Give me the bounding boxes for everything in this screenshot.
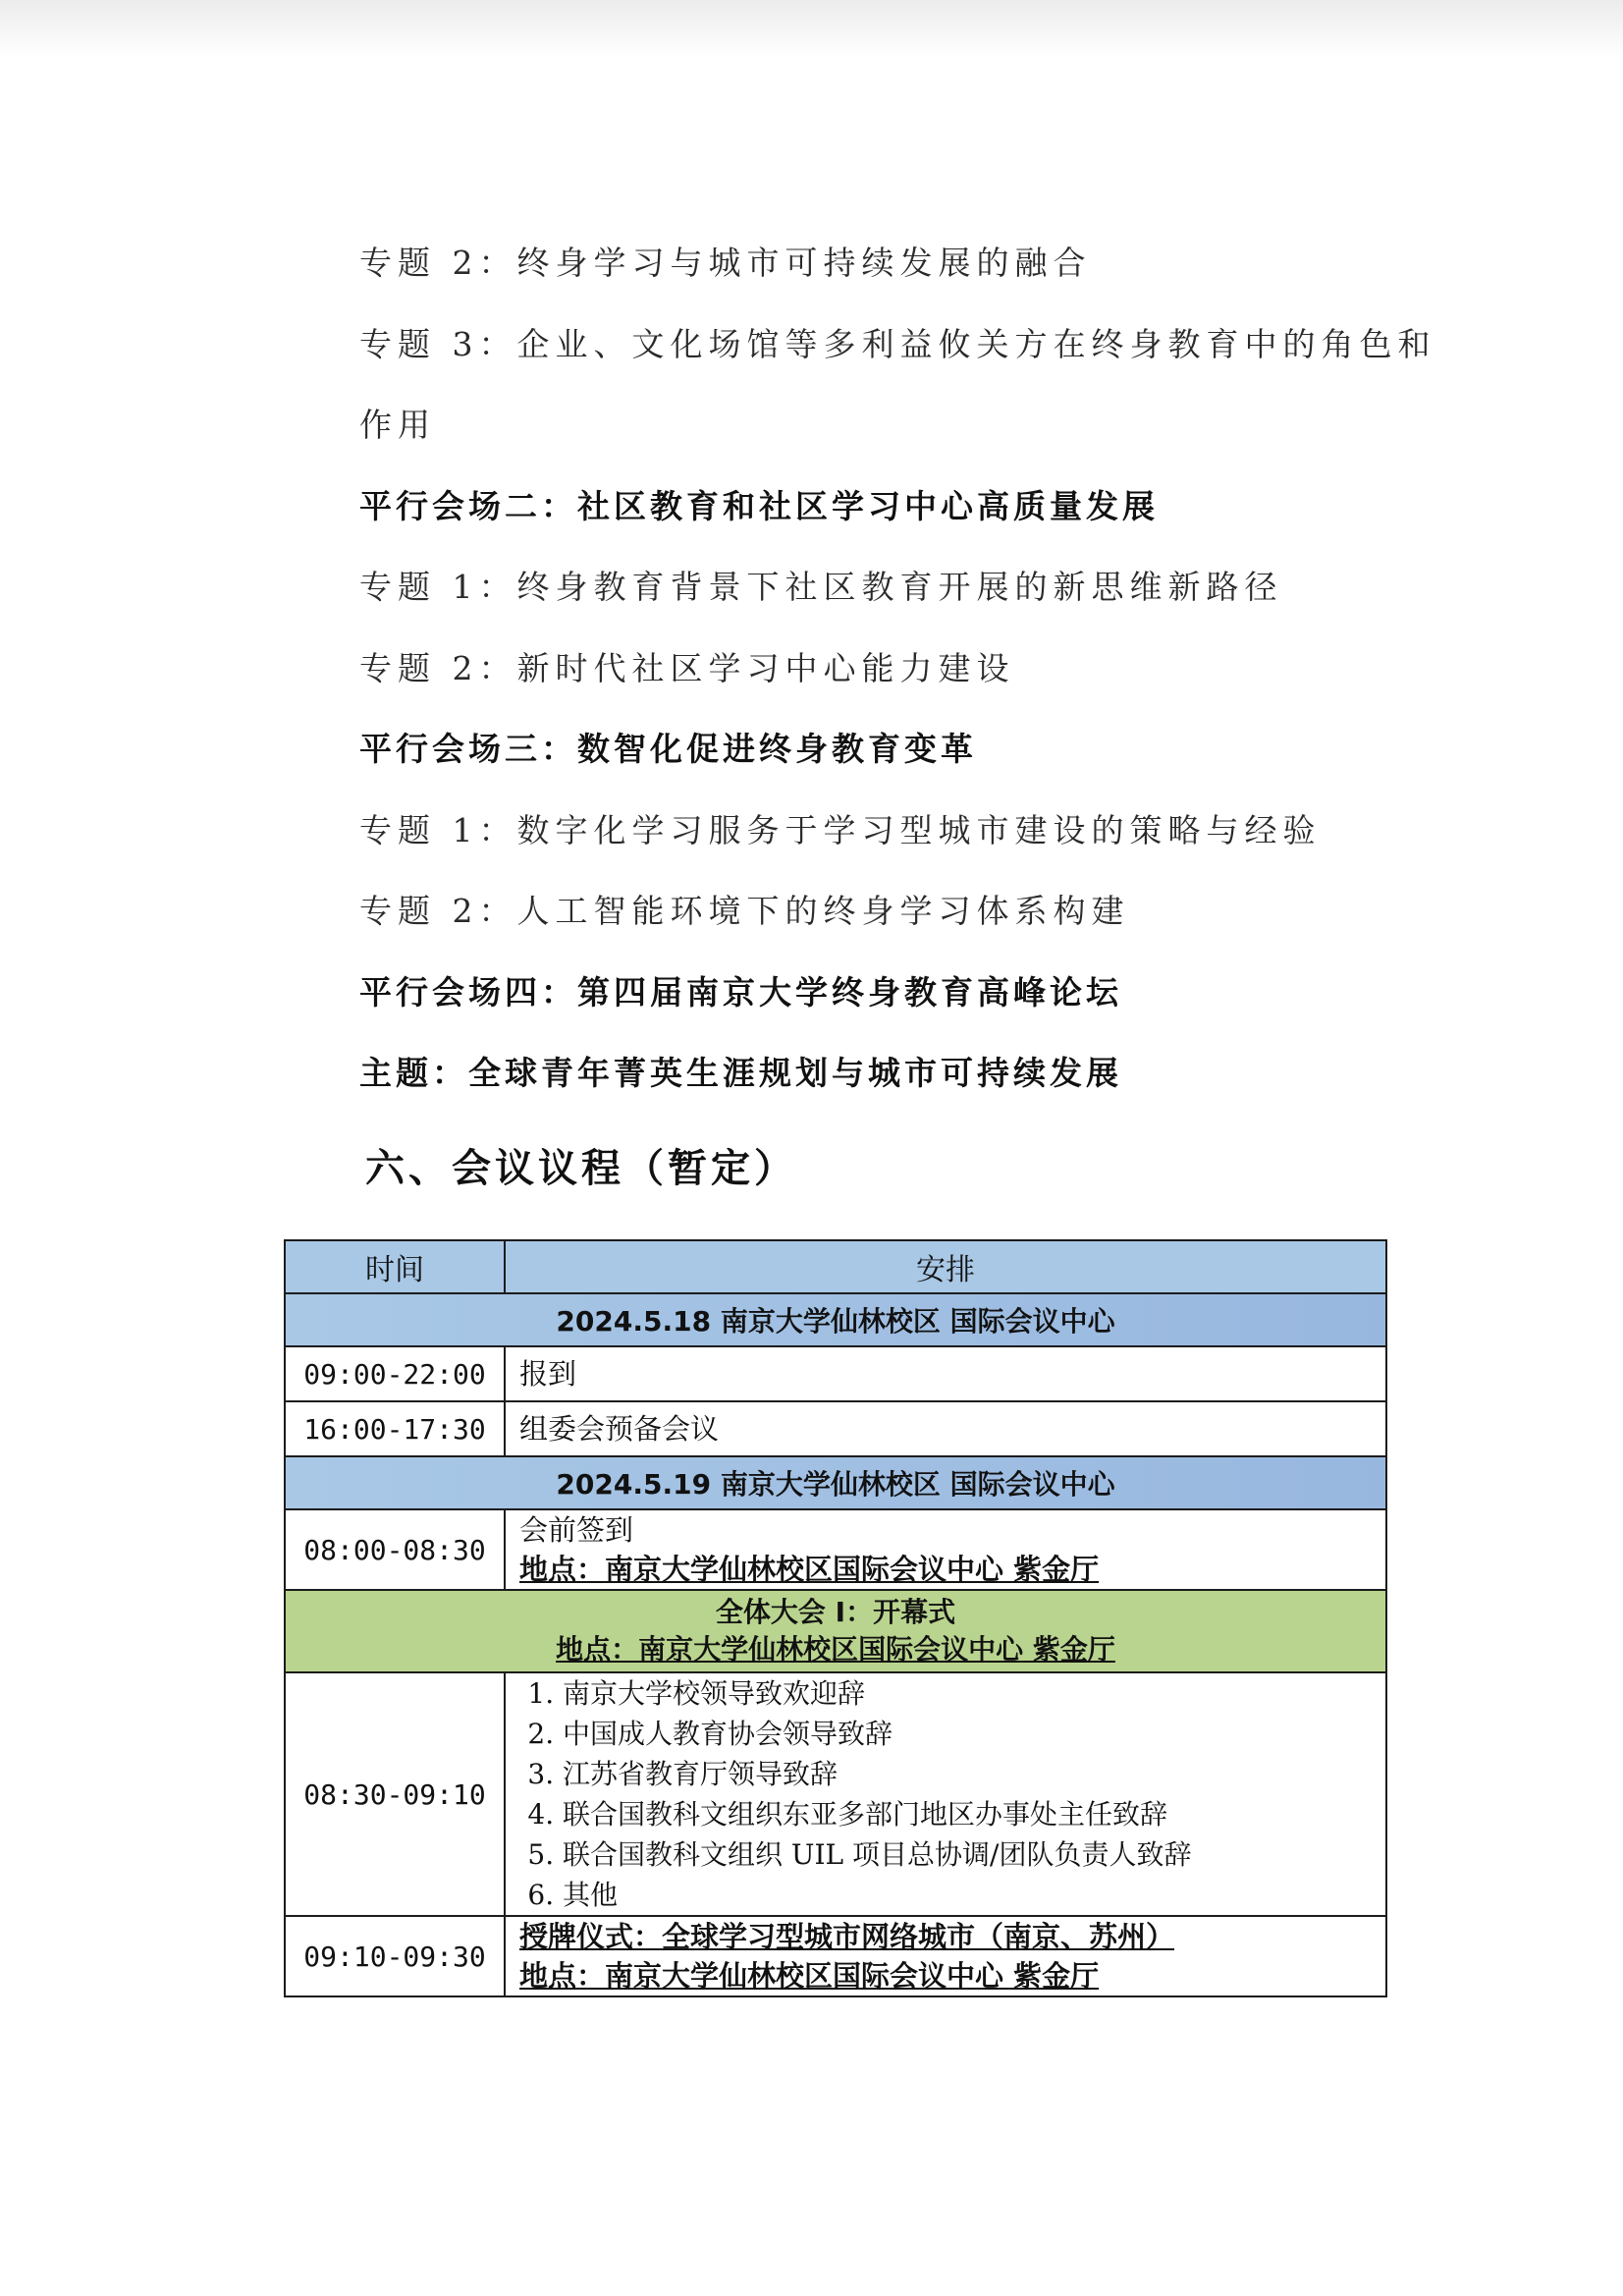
time-cell: 09:10-09:30 xyxy=(285,1916,505,1996)
plenary-location: 地点：南京大学仙林校区国际会议中心 紫金厅 xyxy=(556,1633,1115,1666)
topic-list xyxy=(359,244,1436,1135)
time-cell: 08:30-09:10 xyxy=(285,1672,505,1916)
event-cell xyxy=(505,1916,1386,1996)
agenda-row xyxy=(285,1672,1386,1916)
speech-item: 4. 联合国教科文组织东亚多部门地区办事处主任致辞 xyxy=(563,1794,1385,1834)
speech-item: 6. 其他 xyxy=(563,1875,1385,1915)
time-cell: 09:00-22:00 xyxy=(285,1346,505,1401)
scan-shade xyxy=(0,0,1623,59)
topic-line: 专题 2：新时代社区学习中心能力建设 xyxy=(359,648,1015,687)
event-location: 地点：南京大学仙林校区国际会议中心 紫金厅 xyxy=(519,1959,1100,1993)
agenda-header-row xyxy=(285,1240,1386,1293)
event-title: 会前签到 xyxy=(519,1513,634,1547)
plenary-cell xyxy=(285,1590,1386,1672)
topic-line: 专题 2：人工智能环境下的终身学习体系构建 xyxy=(359,892,1130,930)
speech-item: 1. 南京大学校领导致欢迎辞 xyxy=(563,1673,1385,1714)
topic-line: 专题 1：数字化学习服务于学习型城市建设的策略与经验 xyxy=(359,810,1322,849)
day-row xyxy=(285,1293,1386,1346)
topic-line: 专题 2：终身学习与城市可持续发展的融合 xyxy=(359,244,1092,282)
day-row xyxy=(285,1456,1386,1509)
plenary-title: 全体大会 Ⅰ：开幕式 xyxy=(715,1596,956,1628)
event-location: 地点：南京大学仙林校区国际会议中心 紫金厅 xyxy=(519,1553,1100,1586)
time-cell: 16:00-17:30 xyxy=(285,1401,505,1456)
section-title: 六、会议议程（暂定） xyxy=(365,1146,797,1191)
event-cell: 报到 xyxy=(505,1346,1386,1401)
topic-line: 作用 xyxy=(359,406,436,444)
plenary-row xyxy=(285,1590,1386,1672)
day-heading: 2024.5.19 南京大学仙林校区 国际会议中心 xyxy=(285,1456,1386,1509)
speech-item: 5. 联合国教科文组织 UIL 项目总协调/团队负责人致辞 xyxy=(563,1834,1385,1875)
event-cell xyxy=(505,1509,1386,1590)
speech-list xyxy=(519,1673,1385,1915)
topic-line: 专题 1：终身教育背景下社区教育开展的新思维新路径 xyxy=(359,568,1283,606)
event-title: 授牌仪式：全球学习型城市网络城市（南京、苏州） xyxy=(519,1920,1175,1953)
forum-theme: 主题：全球青年菁英生涯规划与城市可持续发展 xyxy=(359,1054,1122,1092)
day-heading: 2024.5.18 南京大学仙林校区 国际会议中心 xyxy=(285,1293,1386,1346)
parallel-session-heading: 平行会场三：数智化促进终身教育变革 xyxy=(359,730,977,768)
parallel-session-heading: 平行会场二：社区教育和社区学习中心高质量发展 xyxy=(359,486,1159,525)
topic-line: 专题 3：企业、文化场馆等多利益攸关方在终身教育中的角色和 xyxy=(359,324,1436,363)
agenda-table xyxy=(284,1239,1387,1997)
time-cell: 08:00-08:30 xyxy=(285,1509,505,1590)
agenda-row xyxy=(285,1916,1386,1996)
agenda-row xyxy=(285,1401,1386,1456)
agenda-row xyxy=(285,1509,1386,1590)
header-arrangement: 安排 xyxy=(505,1240,1386,1293)
speech-item: 3. 江苏省教育厅领导致辞 xyxy=(563,1754,1385,1794)
event-cell xyxy=(505,1672,1386,1916)
event-cell: 组委会预备会议 xyxy=(505,1401,1386,1456)
header-time: 时间 xyxy=(285,1240,505,1293)
parallel-session-heading: 平行会场四：第四届南京大学终身教育高峰论坛 xyxy=(359,972,1122,1011)
speech-item: 2. 中国成人教育协会领导致辞 xyxy=(563,1714,1385,1754)
agenda-row xyxy=(285,1346,1386,1401)
